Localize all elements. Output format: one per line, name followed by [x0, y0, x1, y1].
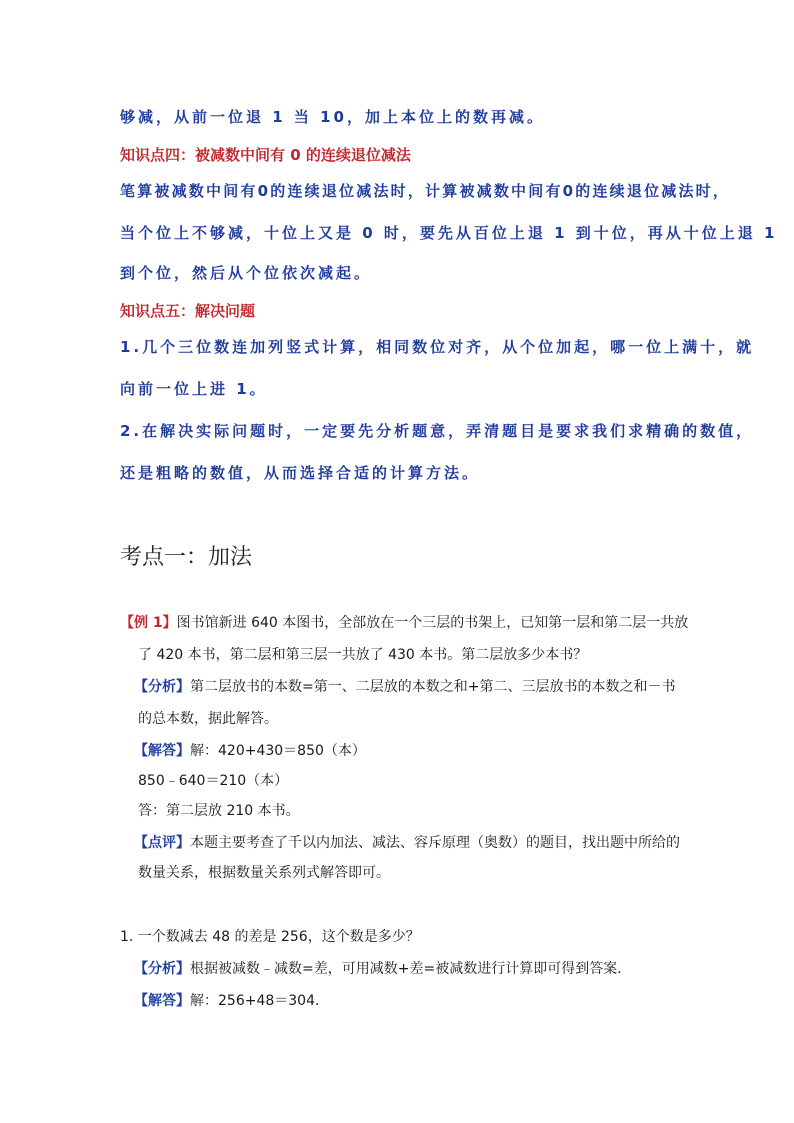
exercise-answer-text: 解：256+48＝304． — [190, 993, 329, 1009]
exercise-analysis — [134, 958, 631, 978]
example-question — [120, 612, 688, 632]
example-answer — [134, 740, 366, 760]
example-analysis — [134, 676, 675, 696]
example-answer-step: 850﹣640＝210（本） — [138, 773, 289, 789]
exercise-analysis-tag: 【分析】 — [134, 961, 190, 977]
analysis-tag: 【分析】 — [134, 679, 190, 695]
knowledge-point4-line: 到个位，然后从个位依次减起。 — [120, 264, 373, 282]
exercise-answer — [134, 990, 329, 1010]
knowledge-point4-line: 笔算被减数中间有0的连续退位减法时，计算被减数中间有0的连续退位减法时， — [120, 182, 731, 200]
knowledge-point5-line: 还是粗略的数值，从而选择合适的计算方法。 — [120, 464, 481, 482]
review-text: 本题主要考查了千以内加法、减法、容斥原理（奥数）的题目，找出题中所给的 — [190, 835, 680, 851]
example-review-cont: 数量关系，根据数量关系列式解答即可。 — [138, 865, 390, 881]
exercise-answer-tag: 【解答】 — [134, 993, 190, 1009]
knowledge-point5-line: 2.在解决实际问题时，一定要先分析题意，弄清题目是要求我们求精确的数值， — [120, 422, 755, 440]
analysis-text: 第二层放书的本数=第一、二层放的本数之和+第二、三层放书的本数之和－书 — [190, 679, 676, 695]
review-tag: 【点评】 — [134, 835, 190, 851]
example-tag: 【例 1】 — [120, 615, 177, 631]
example-question-text: 图书馆新进 640 本图书，全部放在一个三层的书架上，已知第一层和第二层一共放 — [176, 615, 689, 631]
example-question-cont: 了 420 本书，第二层和第三层一共放了 430 本书。第二层放多少本书？ — [138, 647, 588, 663]
exercise-question: 1. 一个数减去 48 的差是 256，这个数是多少？ — [120, 929, 420, 945]
knowledge-point5-title: 知识点五：解决问题 — [120, 302, 256, 320]
exercise-analysis-text: 根据被减数﹣减数=差，可用减数+差=被减数进行计算即可得到答案． — [190, 961, 632, 977]
section-title: 考点一：加法 — [120, 545, 253, 570]
example-analysis-cont: 的总本数，据此解答。 — [138, 711, 278, 727]
knowledge-point4-line: 当个位上不够减，十位上又是 0 时，要先从百位上退 1 到十位，再从十位上退 1 — [120, 224, 778, 242]
example-answer-conclusion: 答：第二层放 210 本书。 — [138, 803, 300, 819]
knowledge-point5-line: 向前一位上进 1。 — [120, 380, 268, 398]
answer-text: 解：420+430＝850（本） — [190, 743, 366, 759]
knowledge-point4-title: 知识点四：被减数中间有 0 的连续退位减法 — [120, 146, 411, 164]
knowledge-point5-line: 1.几个三位数连加列竖式计算，相同数位对齐，从个位加起，哪一位上满十，就 — [120, 338, 755, 356]
example-review — [134, 832, 680, 852]
answer-tag: 【解答】 — [134, 743, 190, 759]
knowledge-carry-line: 够减，从前一位退 1 当 10，加上本位上的数再减。 — [120, 108, 545, 126]
